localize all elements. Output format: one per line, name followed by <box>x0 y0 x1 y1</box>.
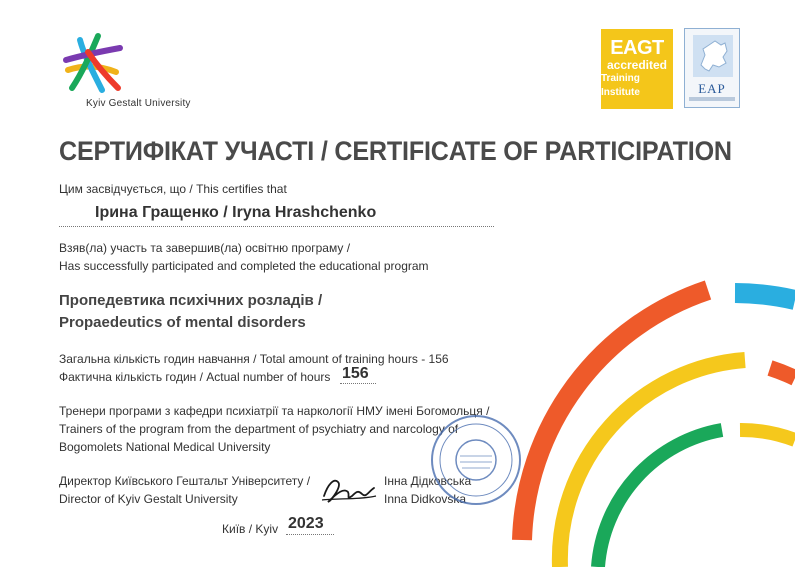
issue-year: 2023 <box>288 515 324 532</box>
program-name-ua: Пропедевтика психічних розладів / <box>59 292 323 309</box>
arc-middle-orange <box>770 368 795 378</box>
program-name-en: Propaedeutics of mental disorders <box>59 314 306 331</box>
recipient-name: Ірина Гращенко / Iryna Hrashchenko <box>95 204 377 221</box>
total-hours-line: Загальна кількість годин навчання / Total amount of training hours - 156 <box>59 352 449 366</box>
trainers-line-en: Trainers of the program from the department of psychiatry and narcology of <box>59 422 459 436</box>
actual-hours-underline <box>340 383 376 384</box>
eagt-accreditation-badge <box>601 29 673 109</box>
eagt-institute-label: Training Institute <box>601 73 640 98</box>
eap-badge <box>684 28 740 108</box>
director-line-ua: Директор Київського Гештальт Університету / <box>59 474 311 488</box>
trainers-line-ua: Тренери програми з кафедри психіатрії та наркології НМУ імені Богомольця / <box>59 404 490 418</box>
official-stamp <box>428 412 524 508</box>
europe-map-icon <box>693 35 733 77</box>
trainers-line-institution: Bogomolets National Medical University <box>59 440 271 454</box>
city-label: Київ / Kyiv <box>222 522 279 536</box>
issue-year-underline <box>286 534 334 535</box>
actual-hours-value: 156 <box>342 365 369 382</box>
actual-hours-label: Фактична кількість годин / Actual number of hours <box>59 370 331 384</box>
director-name-ua: Інна Дідковська <box>384 474 472 488</box>
arc-inner-green <box>598 430 722 567</box>
eagt-accredited-label: accredited <box>606 58 668 72</box>
participated-line-ua: Взяв(ла) участь та завершив(ла) освітню програму / <box>59 241 351 255</box>
director-name-en: Inna Didkovska <box>384 492 467 506</box>
university-name: Kyiv Gestalt University <box>86 98 191 109</box>
participated-line-en: Has successfully participated and completed the educational program <box>59 259 429 273</box>
certifies-line: Цим засвідчується, що / This certifies that <box>59 182 287 196</box>
director-signature <box>318 470 380 508</box>
eagt-label: EAGT <box>610 37 664 59</box>
eap-label: EAP <box>698 81 726 96</box>
certificate-title: СЕРТИФІКАТ УЧАСТІ / CERTIFICATE OF PARTICIPATION <box>59 136 732 166</box>
recipient-underline <box>59 226 494 227</box>
arc-outer-blue <box>735 293 795 300</box>
arc-inner-yellow <box>740 430 795 440</box>
eap-sub-bar <box>689 97 735 101</box>
university-logo-icon <box>58 30 128 98</box>
director-line-en: Director of Kyiv Gestalt University <box>59 492 238 506</box>
